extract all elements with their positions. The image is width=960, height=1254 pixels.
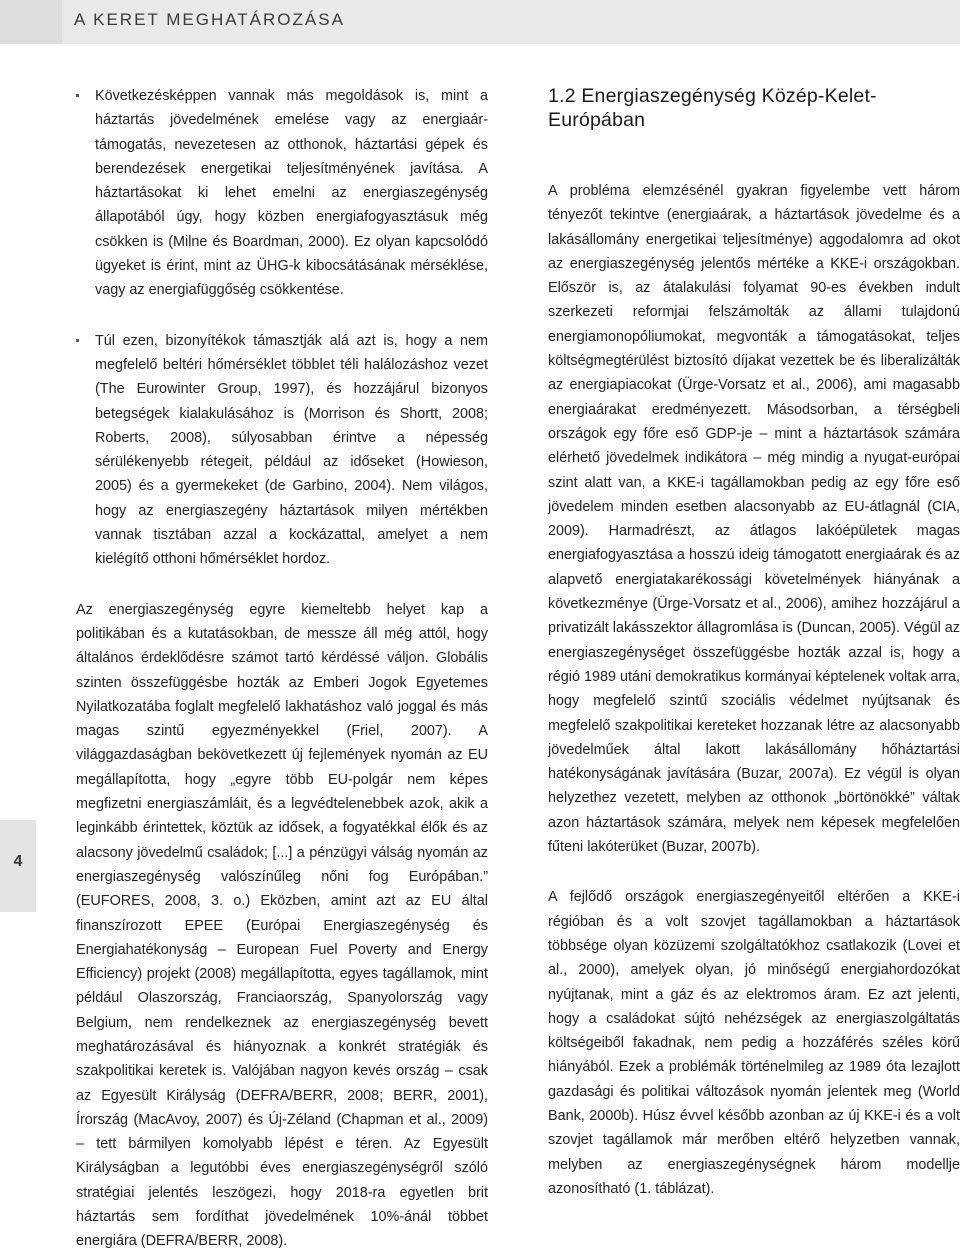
running-header-title: A KERET MEGHATÁROZÁSA — [74, 10, 345, 29]
section-heading: 1.2 Energiaszegénység Közép-Kelet-Európában — [548, 85, 877, 131]
header-accent-strip — [0, 0, 62, 44]
bullet-item — [76, 329, 488, 572]
right-column — [548, 84, 960, 1201]
page-number: 4 — [13, 853, 23, 870]
body-paragraph: Az energiaszegénység egyre kiemeltebb helyet kap a politikában és a kutatásokban, de messze áll még attól, hogy általános érdeklődésre számot tartó kérdéssé váljon. Globális szinten összefüggésbe hozták az Emberi Jogok Egyetemes Nyilatkozatába foglalt megfelelő lakhatáshoz való joggal és más magas szintű egyezményekkel (Friel, 2007). A világgazdaságban bekövetkezett új fejlemények nyomán az EU megállapította, hogy „egyre több EU-polgár nem képes megfizetni energiaszámláit, és a legvédtelenebbek azok, akik a leginkább érintettek, köztük az idősek, a fogyatékkal élők és az alacsony jövedelmű családok; [...] a pénzügyi válság nyomán az energiaszegénység valószínűleg nőni fog Európában.” (EUFORES, 2008, 3. o.) Eközben, amint azt az EU által finanszírozott EPEE (Európai Energiaszegénység és Energiahatékonyság – European Fuel Poverty and Energy Efficiency) projekt (2008) megállapította, egyes tagállamok, mint például Olaszország, Franciaország, Spanyolország vagy Belgium, nem rendelkeznek az energiaszegénység bevett meghatározásával és hiányoznak a konkrét stratégiák és szakpolitikai keretek is. Valójában nagyon kevés ország – csak az Egyesült Királyság (DEFRA/BERR, 2008; BERR, 2001), Írország (MacAvoy, 2007) és Új-Zéland (Chapman et al., 2009) – tett bármilyen komolyabb lépést e téren. Az Egyesült Királyságban a legutóbbi éves energiaszegénységről szóló stratégiai jelentés leszögezi, hogy 2018-ra egyetlen brit háztartás sem fordíthat jövedelmének 10%-ánál többet energiára (DEFRA/BERR, 2008). — [76, 601, 488, 1250]
bullet-marker — [76, 339, 79, 342]
body-paragraph: A probléma elemzésénél gyakran figyelembe vett három tényezőt tekintve (energiaárak, a háztartások jövedelme és a lakásállomány energetikai teljesítménye) aggodalomra ad okot az energiaszegénység jelentős mértéke a KKE-i országokban. Először is, az átalakulási folyamat 90-es években indult szerkezeti reformjai felszámolták az állami tulajdonú energiamonopóliumokat, megvonták a támogatásokat, teljes költségmegtérülést biztosító díjakat vezettek be és liberalizálták az energiapiacokat (Ürge-Vorsatz et al., 2006), ami magasabb energiaárakat eredményezett. Másodsorban, a térségbeli országok egy főre eső GDP-je – mint a háztartások számára elérhető jövedelmek indikátora – még mindig a nyugat-európai szint alatt van, a KKE-i tagállamokban pedig az egy főre eső jövedelem minden esetben alacsonyabb az EU-átlagnál (CIA, 2009). Harmadrészt, az átlagos lakóépületek magas energiafogyasztása a hosszú ideig támogatott energiaárak és az alapvető energiatakarékossági követelmények hiányának a következménye (Ürge-Vorsatz et al., 2006), amihez hozzájárul a privatizált lakásszektor állagromlása is (Duncan, 2005). Végül az energiaszegénységet összefüggésbe hozták azzal is, hogy a régió 1989 utáni demokratikus kormányai képtelenek voltak arra, hogy megfelelő szintű szociális védelmet nyújtsanak és megfelelő szakpolitikai kereteket hozzanak létre az alacsonyabb jövedelműek által lakott lakásállomány hőháztartási hatékonyságának javítására (Buzar, 2007a). Ez végül is olyan helyzethez vezetett, melyben az otthonok „börtönökké” váltak azon háztartások számára, melyek nem képesek megfelelően fűteni lakóterüket (Buzar, 2007b). — [548, 183, 960, 856]
body-paragraph: A fejlődő országok energiaszegényeitől eltérően a KKE-i régióban és a volt szovjet tagállamokban a háztartások többsége olyan közüzemi szolgáltatókhoz csatlakozik (Lovei et al., 2000), amelyek olyan, jó minőségű energiahordozókat nyújtanak, mint a gáz és az elektromos áram. Ez azt jelenti, hogy a családokat sújtó nehézségek az energiaszolgáltatás költségeiből fakadnak, nem pedig a hozzáférés széles körű hiányából. Ezek a problémák történelmileg az 1989 óta lezajlott gazdasági és politikai változások nyomán jelentek meg (World Bank, 2000b). Húsz évvel később azonban az új KKE-i és a volt szovjet tagállamok már merőben eltérő helyzetben vannak, melyben az energiaszegénységnek három modellje azonosítható (1. táblázat). — [548, 889, 960, 1197]
bullet-text: Túl ezen, bizonyítékok támasztják alá azt is, hogy a nem megfelelő beltéri hőmérséklet többlet téli halálozáshoz vezet (The Eurowinter Group, 1997), és hozzájárul bizonyos betegségek kialakulásához is (Morrison és Shortt, 2008; Roberts, 2008), súlyosabban érintve a népesség sérülékenyebb rétegeit, például az időseket (Howieson, 2005) és a gyermekeket (de Garbino, 2004). Nem világos, hogy az energiaszegény háztartások milyen mértékben vannak tisztában azzal a kockázattal, amelyet a nem kielégítő otthoni hőmérséklet hordoz. — [95, 332, 488, 568]
left-column — [76, 84, 488, 1254]
bullet-text: Következésképpen vannak más megoldások is, mint a háztartás jövedelmének emelése vagy az energiaár-támogatás, nevezetesen az otthonok, háztartási gépek és berendezések energetikai teljesítményének javítása. A háztartásokat ki lehet emelni az energiaszegénység állapotából úgy, hogy közben energiafogyasztásuk még csökken is (Milne és Boardman, 2000). Ez olyan kapcsolódó ügyeket is érint, mint az ÜHG-k kibocsátásának mérséklése, vagy az energiafüggőség csökkentése. — [95, 88, 488, 299]
running-header — [0, 0, 960, 44]
bullet-item — [76, 84, 488, 303]
bullet-marker — [76, 94, 79, 97]
